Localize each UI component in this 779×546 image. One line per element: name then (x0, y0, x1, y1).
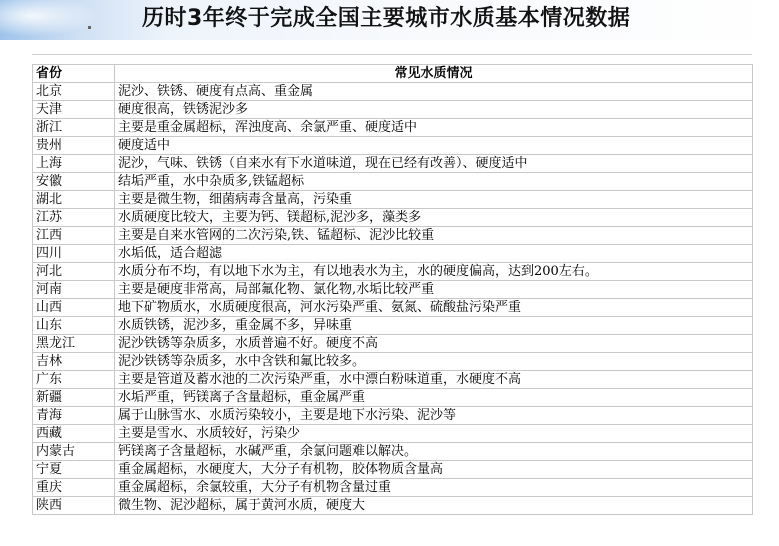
province-cell: 重庆 (33, 479, 115, 497)
table-row (33, 389, 753, 407)
province-cell: 西藏 (33, 425, 115, 443)
province-cell: 山东 (33, 317, 115, 335)
table-row (33, 101, 753, 119)
water-quality-table (32, 64, 753, 515)
province-cell: 宁夏 (33, 461, 115, 479)
water-quality-cell: 主要是重金属超标，浑浊度高、余氯严重、硬度适中 (115, 119, 753, 137)
table-row (33, 443, 753, 461)
province-cell: 内蒙古 (33, 443, 115, 461)
water-quality-cell: 泥沙铁锈等杂质多，水中含铁和氟比较多。 (115, 353, 753, 371)
province-cell: 天津 (33, 101, 115, 119)
water-quality-cell: 结垢严重，水中杂质多,铁锰超标 (115, 173, 753, 191)
water-quality-cell: 主要是雪水、水质较好，污染少 (115, 425, 753, 443)
province-cell: 河北 (33, 263, 115, 281)
table-row (33, 137, 753, 155)
table-row (33, 407, 753, 425)
table-row (33, 263, 753, 281)
water-quality-cell: 水垢低，适合超滤 (115, 245, 753, 263)
province-cell: 江西 (33, 227, 115, 245)
water-quality-cell: 主要是微生物，细菌病毒含量高，污染重 (115, 191, 753, 209)
water-quality-cell: 地下矿物质水，水质硬度很高，河水污染严重、氨氮、硫酸盐污染严重 (115, 299, 753, 317)
table-row (33, 227, 753, 245)
province-cell: 广东 (33, 371, 115, 389)
table-row (33, 371, 753, 389)
water-quality-cell: 硬度很高，铁锈泥沙多 (115, 101, 753, 119)
table-row (33, 299, 753, 317)
header-province: 省份 (33, 65, 115, 83)
water-quality-cell: 钙镁离子含量超标，水碱严重，余氯问题难以解决。 (115, 443, 753, 461)
water-quality-cell: 泥沙、铁锈、硬度有点高、重金属 (115, 83, 753, 101)
province-cell: 四川 (33, 245, 115, 263)
table-row (33, 335, 753, 353)
table-row (33, 173, 753, 191)
province-cell: 陕西 (33, 497, 115, 515)
table-row (33, 497, 753, 515)
table-row (33, 119, 753, 137)
province-cell: 湖北 (33, 191, 115, 209)
title-banner (0, 0, 779, 40)
water-quality-cell: 水质分布不均，有以地下水为主，有以地表水为主，水的硬度偏高，达到200左右。 (115, 263, 753, 281)
province-cell: 北京 (33, 83, 115, 101)
table-header-row (33, 65, 753, 83)
water-quality-cell: 水垢严重，钙镁离子含量超标，重金属严重 (115, 389, 753, 407)
header-water-quality: 常见水质情况 (115, 65, 753, 83)
province-cell: 安徽 (33, 173, 115, 191)
table-row (33, 155, 753, 173)
table-row (33, 281, 753, 299)
water-quality-cell: 重金属超标，水硬度大，大分子有机物，胶体物质含量高 (115, 461, 753, 479)
water-quality-cell: 泥沙铁锈等杂质多，水质普遍不好。硬度不高 (115, 335, 753, 353)
table-row (33, 191, 753, 209)
table-row (33, 317, 753, 335)
table-row (33, 353, 753, 371)
bullet-dot (88, 26, 91, 29)
water-quality-cell: 主要是管道及蓄水池的二次污染严重，水中漂白粉味道重，水硬度不高 (115, 371, 753, 389)
province-cell: 山西 (33, 299, 115, 317)
water-quality-cell: 水质铁锈，泥沙多，重金属不多，异味重 (115, 317, 753, 335)
water-quality-cell: 主要是硬度非常高，局部氟化物、氯化物,水垢比较严重 (115, 281, 753, 299)
water-quality-cell: 重金属超标，余氯较重，大分子有机物含量过重 (115, 479, 753, 497)
table-row (33, 245, 753, 263)
water-quality-cell: 硬度适中 (115, 137, 753, 155)
province-cell: 新疆 (33, 389, 115, 407)
table-row (33, 209, 753, 227)
province-cell: 贵州 (33, 137, 115, 155)
province-cell: 青海 (33, 407, 115, 425)
table-row (33, 479, 753, 497)
water-quality-cell: 微生物、泥沙超标，属于黄河水质，硬度大 (115, 497, 753, 515)
water-quality-cell: 水质硬度比较大，主要为钙、镁超标,泥沙多，藻类多 (115, 209, 753, 227)
province-cell: 吉林 (33, 353, 115, 371)
table-row (33, 461, 753, 479)
province-cell: 黑龙江 (33, 335, 115, 353)
table-row (33, 425, 753, 443)
province-cell: 上海 (33, 155, 115, 173)
province-cell: 河南 (33, 281, 115, 299)
page-title: 历时3年终于完成全国主要城市水质基本情况数据 (142, 6, 631, 31)
water-quality-cell: 属于山脉雪水、水质污染较小，主要是地下水污染、泥沙等 (115, 407, 753, 425)
spreadsheet-area (0, 44, 779, 546)
water-quality-cell: 主要是自来水管网的二次污染,铁、锰超标、泥沙比较重 (115, 227, 753, 245)
table-row (33, 83, 753, 101)
province-cell: 江苏 (33, 209, 115, 227)
water-quality-cell: 泥沙，气味、铁锈（自来水有下水道味道，现在已经有改善）、硬度适中 (115, 155, 753, 173)
province-cell: 浙江 (33, 119, 115, 137)
